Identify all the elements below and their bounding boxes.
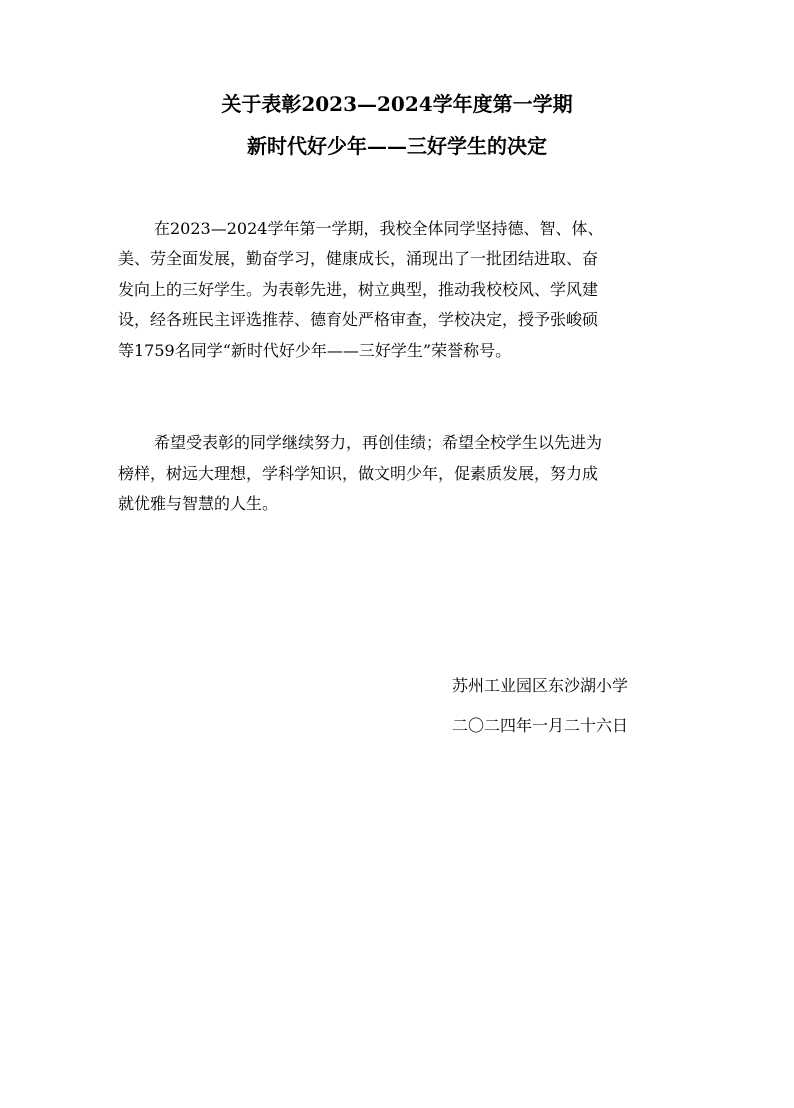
paragraph-line: 设，经各班民主评选推荐、德育处严格审查，学校决定，授予张峻硕 bbox=[118, 310, 599, 330]
paragraph-line: 发向上的三好学生。为表彰先进，树立典型，推动我校校风、学风建 bbox=[118, 279, 599, 299]
signature-organization: 苏州工业园区东沙湖小学 bbox=[452, 676, 629, 695]
paragraph-line: 榜样，树远大理想，学科学知识，做文明少年，促素质发展，努力成 bbox=[118, 463, 599, 483]
document-title-line-2: 新时代好少年——三好学生的决定 bbox=[247, 134, 547, 158]
paragraph-line: 就优雅与智慧的人生。 bbox=[118, 494, 279, 513]
paragraph-line: 美、劳全面发展，勤奋学习，健康成长，涌现出了一批团结进取、奋 bbox=[118, 249, 599, 269]
paragraph-hope bbox=[118, 428, 678, 520]
paragraph-line: 在2023—2024学年第一学期，我校全体同学坚持德、智、体、 bbox=[154, 219, 604, 238]
signature-date: 二〇二四年一月二十六日 bbox=[452, 716, 629, 735]
paragraph-line: 等1759名同学“新时代好少年——三好学生”荣誉称号。 bbox=[118, 340, 512, 360]
paragraph-commendation bbox=[118, 214, 678, 366]
paragraph-line: 希望受表彰的同学继续努力，再创佳绩；希望全校学生以先进为 bbox=[154, 433, 603, 452]
document-title-line-1: 关于表彰2023—2024学年度第一学期 bbox=[221, 92, 573, 116]
